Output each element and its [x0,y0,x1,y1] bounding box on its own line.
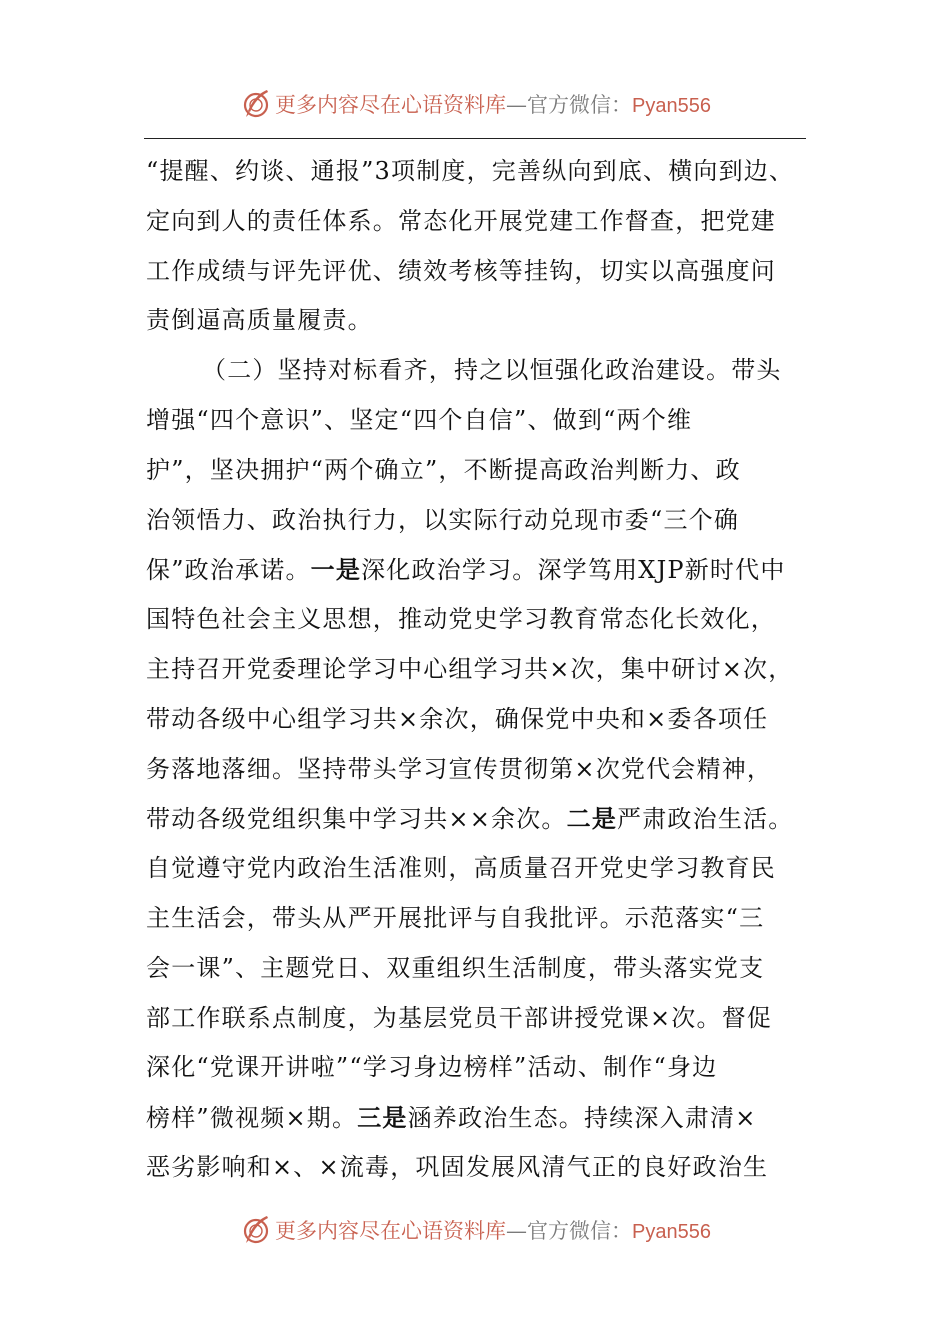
text-segment: 深化政治学习。深学笃用XJP新时代中 [361,556,786,585]
banner-dash: — [506,1219,528,1243]
text-line: 工作成绩与评先评优、绩效考核等挂钩，切实以高强度问 [146,256,776,285]
wechat-id: Pyan556 [632,1221,711,1243]
text-line: 定向到人的责任体系。常态化开展党建工作督查，把党建 [146,206,776,235]
wechat-id: Pyan556 [632,95,711,117]
text-line: 部工作联系点制度，为基层党员干部讲授党课×次。督促 [146,1003,773,1032]
text-line [146,794,826,844]
text-line: 责倒逼高质量履责。 [146,306,373,335]
section-heading-line: （二）坚持对标看齐，持之以恒强化政治建设。带头 [202,356,782,385]
wechat-label: 官方微信： [527,93,633,117]
site-name: 更多内容尽在心语资料库 [275,93,507,117]
header-banner [0,84,950,124]
text-line: 自觉遵守党内政治生活准则，高质量召开党史学习教育民 [146,854,776,883]
bold-marker-second: 二是 [566,804,618,834]
text-line: 会一课”、主题党日、双重组织生活制度，带头落实党支 [146,953,765,982]
footer-banner-inner [239,1213,711,1247]
text-line: “提醒、约谈、通报”3项制度，完善纵向到底、横向到边、 [146,157,795,185]
bold-marker-third: 三是 [357,1103,408,1133]
text-line: 带动各级中心组学习共×余次，确保党中央和×委各项任 [146,704,769,733]
text-segment: 保”政治承诺。 [146,556,311,585]
header-banner-inner [239,87,711,121]
document-body [146,147,826,1193]
text-line: 治领悟力、政治执行力，以实际行动兑现市委“三个确 [146,505,740,534]
text-line: 主生活会，带头从严开展批评与自我批评。示范落实“三 [146,903,765,932]
header-banner-text [275,89,711,119]
text-segment: 严肃政治生活。 [617,805,794,834]
wechat-label: 官方微信： [527,1219,633,1243]
feather-pen-seal-icon [239,87,273,121]
header-rule [144,138,806,139]
text-segment: 榜样”微视频×期。 [146,1104,358,1133]
bold-marker-first: 一是 [310,555,362,585]
text-segment: 涵养政治生态。持续深入肃清× [407,1104,757,1133]
text-line: 务落地落细。坚持带头学习宣传贯彻第×次党代会精神， [146,754,773,783]
text-line: 增强“四个意识”、坚定“四个自信”、做到“两个维 [146,405,693,434]
text-line [146,1093,826,1143]
text-line: 恶劣影响和×、×流毒，巩固发展风清气正的良好政治生 [146,1152,769,1181]
footer-banner [0,1210,950,1250]
site-name: 更多内容尽在心语资料库 [275,1219,507,1243]
text-line: 护”，坚决拥护“两个确立”，不断提高政治判断力、政 [146,455,741,484]
text-line [146,545,826,595]
text-line: 国特色社会主义思想，推动党史学习教育常态化长效化， [146,605,776,634]
text-line: 主持召开党委理论学习中心组学习共×次，集中研讨×次， [146,654,794,683]
feather-pen-seal-icon [239,1213,273,1247]
text-segment: 带动各级党组织集中学习共××余次。 [146,805,567,834]
banner-dash: — [506,93,528,117]
footer-banner-text [275,1215,711,1245]
text-line: 深化“党课开讲啦”“学习身边榜样”活动、制作“身边 [146,1053,718,1082]
